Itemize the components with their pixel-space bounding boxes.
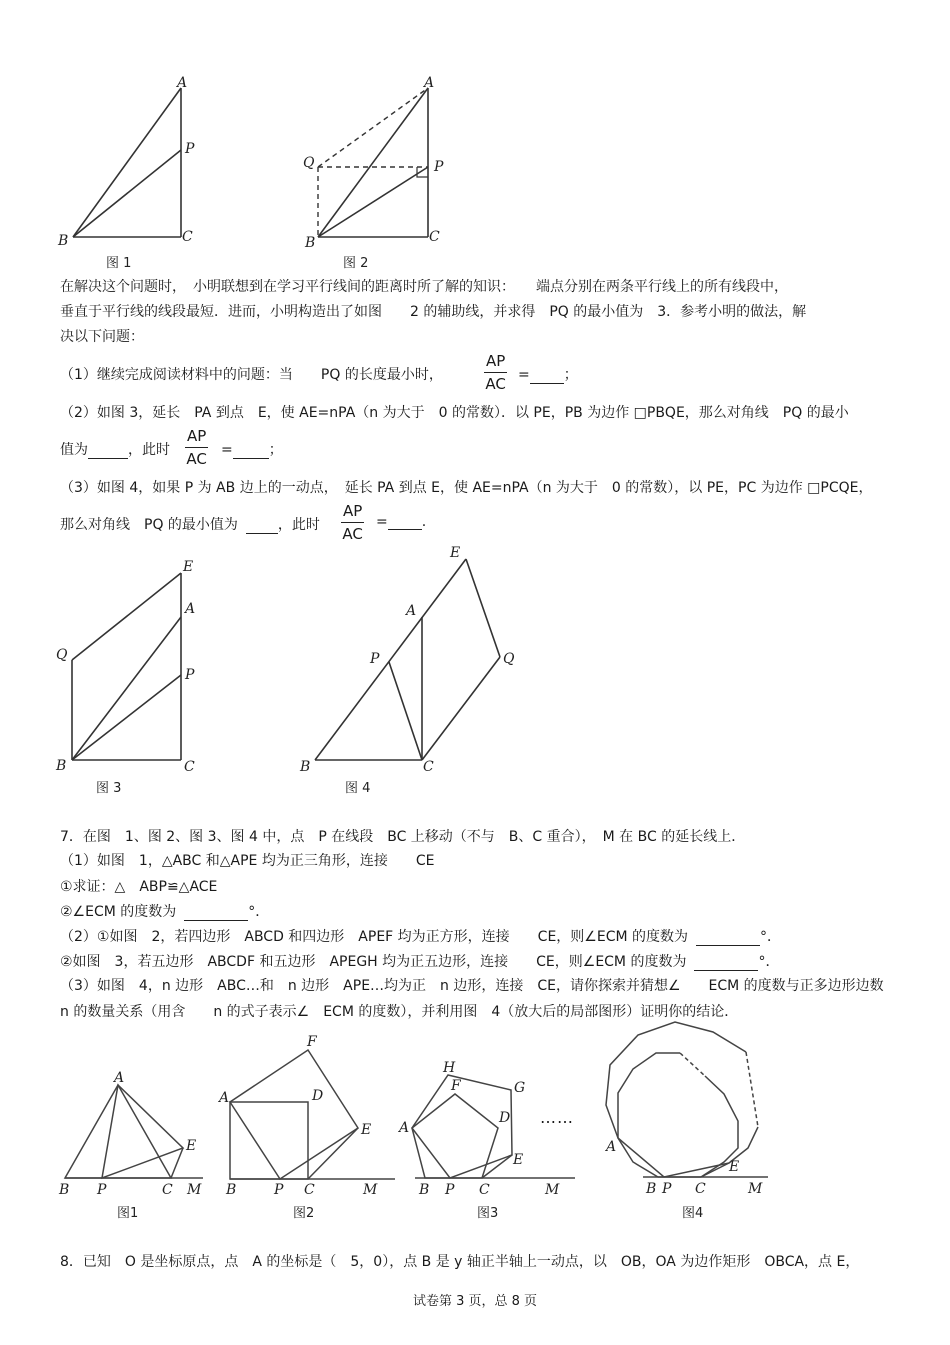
page-footer: 试卷第 3 页，总 8 页	[412, 1294, 538, 1309]
label-e: E	[183, 559, 194, 575]
label-b: B	[59, 1182, 70, 1198]
q2-label-then: ，此时	[128, 442, 170, 458]
figure-3-mid	[50, 555, 210, 800]
reading-line-2: 垂直于平行线的线段最短．进而，小明构造出了如图 2 的辅助线，并求得 PQ 的最小值为 3．参考小明的做法，解	[60, 304, 807, 320]
problem-7-part-2b	[60, 951, 779, 971]
figure-caption: 图 1	[106, 256, 132, 271]
fraction-numerator: AP	[341, 500, 364, 523]
label-a: A	[114, 1070, 125, 1086]
figure-caption: 图 2	[343, 256, 369, 271]
problem-7-part-1b	[60, 901, 269, 921]
answer-blank-7-1b[interactable]	[184, 906, 248, 921]
problem-7-part-1: （1）如图 1，△ABC 和△APE 均为正三角形，连接 CE	[60, 853, 435, 869]
label-a: A	[424, 75, 435, 91]
triangle-ape	[102, 1085, 183, 1178]
label-b: B	[56, 758, 67, 774]
label-p: P	[97, 1182, 107, 1198]
equals-sign: =	[376, 514, 388, 530]
figure-3-bottom	[395, 1050, 580, 1230]
label-b: B	[300, 759, 311, 775]
label-d: D	[312, 1088, 324, 1104]
figure-caption: 图 4	[345, 781, 371, 796]
label-f: F	[451, 1078, 461, 1094]
label-c: C	[184, 759, 195, 775]
degree-mark: °．	[248, 904, 270, 920]
fraction-denominator: AC	[342, 525, 363, 543]
label-f: F	[307, 1034, 317, 1050]
label-p: P	[185, 667, 195, 683]
question-1-text: （1）继续完成阅读材料中的问题：当 PQ 的长度最小时，	[60, 367, 443, 383]
q7-2b-label: ②如图 3，若五边形 ABCDF 和五边形 APEGH 均为正五边形，连接 CE，则∠ECM 的度数为	[60, 954, 687, 970]
reading-line-1: 在解决这个问题时， 小明联想到在学习平行线间的距离时所了解的知识： 端点分别在两条平行线上的所有线段中，	[60, 279, 788, 295]
reading-line-3: 决以下问题：	[60, 329, 144, 345]
figure-4-bottom	[598, 1020, 783, 1230]
figure-2-bottom	[215, 1030, 395, 1230]
label-b: B	[419, 1182, 430, 1198]
figure-2-top	[295, 75, 465, 275]
fraction-numerator: AP	[484, 350, 507, 373]
label-p: P	[445, 1182, 455, 1198]
problem-7-part-3a: （3）如图 4，n 边形 ABC…和 n 边形 APE…均为正 n 边形，连接 CE，请你探索并猜想∠ ECM 的度数与正多边形边数	[60, 978, 884, 994]
problem-7-intro: 7．在图 1、图 2、图 3、图 4 中，点 P 在线段 BC 上移动（不与 B、C 重合）， M 在 BC 的延长线上．	[60, 829, 746, 845]
triangle-abc	[65, 1085, 171, 1178]
label-m: M	[187, 1182, 202, 1198]
segment-ab	[318, 88, 428, 237]
semicolon: ；	[563, 367, 578, 383]
label-d: D	[499, 1110, 511, 1126]
label-e: E	[361, 1122, 372, 1138]
figure-1-top	[50, 75, 210, 275]
polygon-abc	[618, 1053, 738, 1177]
square-apef	[230, 1050, 358, 1179]
period: .	[421, 514, 427, 530]
answer-blank-1[interactable]	[518, 364, 578, 384]
label-a: A	[185, 601, 196, 617]
label-m: M	[748, 1181, 763, 1197]
label-c: C	[479, 1182, 490, 1198]
problem-8-text: 8．已知 O 是坐标原点，点 A 的坐标是（ 5，0），点 B 是 y 轴正半轴上一动点，以 OB，OA 为边作矩形 OBCA，点 E，	[60, 1254, 860, 1270]
label-e: E	[450, 545, 461, 561]
q3-label-then: ，此时	[277, 517, 320, 533]
segment-ce	[308, 1128, 358, 1179]
label-c: C	[695, 1181, 706, 1197]
question-3-line-2	[60, 514, 320, 534]
segment-qc	[422, 657, 500, 760]
q2-label-min: 值为	[60, 442, 88, 458]
label-b: B	[646, 1181, 657, 1197]
label-m: M	[363, 1182, 378, 1198]
label-a: A	[406, 603, 417, 619]
dashed-ape	[746, 1052, 758, 1127]
label-p: P	[434, 159, 444, 175]
degree-mark: °．	[760, 929, 781, 945]
segment-pc	[389, 662, 422, 760]
question-2-line-2	[60, 439, 170, 459]
fraction-ap-ac-2	[185, 425, 208, 470]
answer-blank-3b[interactable]	[376, 514, 426, 530]
problem-7-part-2a	[60, 926, 781, 946]
q3-label-min: 那么对角线 PQ 的最小值为	[60, 517, 238, 533]
segment-be	[315, 559, 466, 760]
label-p: P	[662, 1181, 672, 1197]
fraction-denominator: AC	[186, 450, 207, 468]
label-q: Q	[303, 155, 315, 171]
answer-blank-7-2a[interactable]	[696, 931, 760, 946]
label-a: A	[219, 1090, 230, 1106]
label-p: P	[370, 651, 380, 667]
segment-bp	[318, 167, 428, 237]
label-b: B	[305, 235, 316, 251]
figure-caption: 图1	[117, 1206, 139, 1221]
figure-4-mid	[290, 535, 530, 800]
figure-caption: 图 3	[96, 781, 122, 796]
segment-qe	[72, 573, 181, 660]
segment-eq	[466, 559, 500, 657]
ellipsis-dots: ……	[540, 1108, 574, 1127]
q7-2a-label: （2）①如图 2，若四边形 ABCD 和四边形 APEF 均为正方形，连接 CE，则∠ECM 的度数为	[60, 929, 688, 945]
answer-blank-7-2b[interactable]	[694, 956, 758, 971]
label-a: A	[399, 1120, 410, 1136]
figure-caption: 图4	[682, 1206, 704, 1221]
answer-blank-2b[interactable]	[221, 439, 283, 459]
label-c: C	[304, 1182, 315, 1198]
dashed-abc	[680, 1053, 705, 1076]
question-3-line-1: （3）如图 4，如果 P 为 AB 边上的一动点， 延长 PA 到点 E，使 AE=nPA（n 为大于 0 的常数），以 PE，PC 为边作 □PCQE，	[60, 480, 873, 496]
label-b: B	[58, 233, 69, 249]
label-c: C	[423, 759, 434, 775]
answer-blank-2a[interactable]	[88, 444, 128, 459]
equals-sign: =	[221, 442, 233, 458]
label-c: C	[182, 229, 193, 245]
label-q: Q	[503, 651, 515, 667]
label-m: M	[545, 1182, 560, 1198]
figure-caption: 图3	[477, 1206, 499, 1221]
dashed-qa	[318, 88, 428, 167]
degree-mark: °．	[758, 954, 780, 970]
label-a: A	[177, 75, 188, 91]
figure-1-bottom	[55, 1070, 215, 1230]
label-c: C	[162, 1182, 173, 1198]
label-e: E	[729, 1159, 740, 1175]
label-b: B	[226, 1182, 237, 1198]
segment-ce	[482, 1155, 512, 1178]
problem-7-part-3b: n 的数量关系（用含 n 的式子表示∠ ECM 的度数），并利用图 4（放大后的局部图形）证明你的结论．	[60, 1004, 739, 1020]
label-a: A	[606, 1139, 617, 1155]
answer-blank-3a[interactable]	[246, 519, 278, 534]
fraction-ap-ac	[484, 350, 507, 395]
label-e: E	[513, 1152, 524, 1168]
fraction-numerator: AP	[185, 425, 208, 448]
semicolon: ；	[268, 442, 283, 458]
label-e: E	[186, 1138, 197, 1154]
label-p: P	[185, 141, 195, 157]
label-h: H	[443, 1060, 456, 1076]
q7-1b-label: ②∠ECM 的度数为	[60, 904, 177, 920]
figure-caption: 图2	[293, 1206, 315, 1221]
problem-7-part-1a: ①求证：△ ABP≌△ACE	[60, 879, 218, 895]
fraction-denominator: AC	[485, 375, 506, 393]
equals-sign: =	[518, 367, 530, 383]
label-c: C	[429, 229, 440, 245]
segment-ce	[701, 1163, 729, 1177]
question-2-line-1: （2）如图 3，延长 PA 到点 E，使 AE=nPA（n 为大于 0 的常数）．以 PE，PB 为边作 □PBQE，那么对角线 PQ 的最小	[60, 405, 849, 421]
label-q: Q	[56, 647, 68, 663]
label-p: P	[274, 1182, 284, 1198]
label-g: G	[514, 1080, 526, 1096]
